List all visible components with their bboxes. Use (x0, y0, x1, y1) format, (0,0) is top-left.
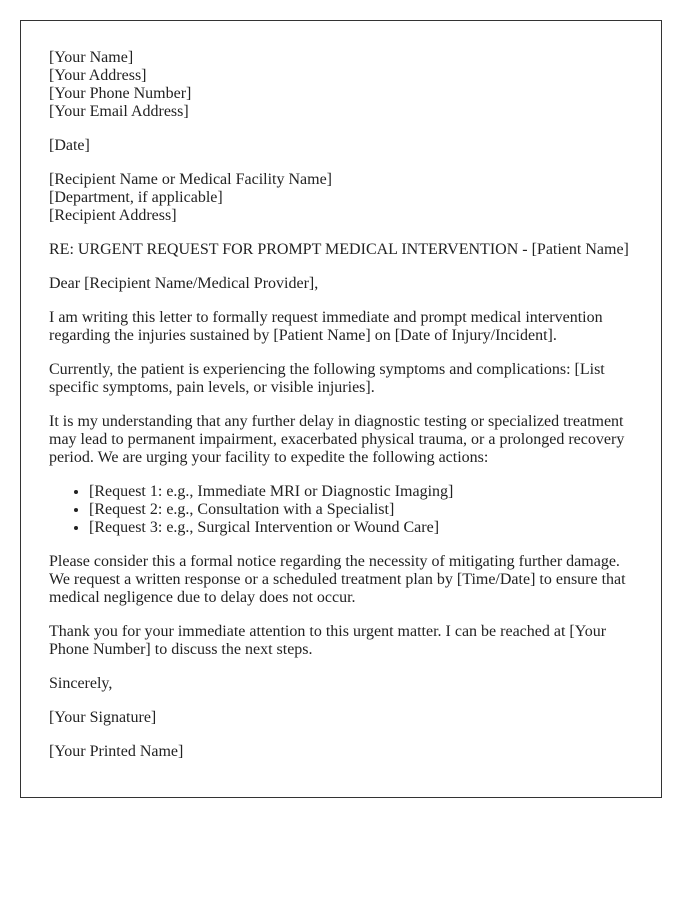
subject-line: RE: URGENT REQUEST FOR PROMPT MEDICAL INTERVENTION - [Patient Name] (49, 241, 629, 258)
request-item: • [Request 3: e.g., Surgical Intervention or Wound Care] (89, 519, 633, 537)
request-item: • [Request 1: e.g., Immediate MRI or Diagnostic Imaging] (89, 483, 633, 501)
body-paragraph: It is my understanding that any further delay in diagnostic testing or specialized treatment may lead to permanent impairment, exacerbated physical trauma, or a prolonged recovery period. We are urging your facility to expedite the following actions: (49, 413, 625, 466)
recipient-address: [Recipient Address] (49, 207, 177, 224)
signature: [Your Signature] (49, 709, 157, 726)
request-list (49, 483, 633, 537)
recipient-department: [Department, if applicable] (49, 189, 223, 206)
request-item: • [Request 2: e.g., Consultation with a Specialist] (89, 501, 633, 519)
sender-email: [Your Email Address] (49, 103, 189, 120)
recipient-block (49, 171, 633, 225)
sender-block (49, 49, 633, 121)
sender-name: [Your Name] (49, 49, 134, 66)
closing: Sincerely, (49, 675, 113, 692)
salutation: Dear [Recipient Name/Medical Provider], (49, 275, 319, 292)
body-paragraph: Please consider this a formal notice regarding the necessity of mitigating further damage. We request a written response or a scheduled treatment plan by [Time/Date] to ensure that medical negligence due to delay does not occur. (49, 553, 626, 606)
letter-date: [Date] (49, 137, 90, 154)
recipient-name: [Recipient Name or Medical Facility Name] (49, 171, 333, 188)
sender-address: [Your Address] (49, 67, 147, 84)
printed-name: [Your Printed Name] (49, 743, 184, 760)
body-paragraph: I am writing this letter to formally request immediate and prompt medical intervention regarding the injuries sustained by [Patient Name] on [Date of Injury/Incident]. (49, 309, 603, 344)
sender-phone: [Your Phone Number] (49, 85, 192, 102)
body-paragraph: Currently, the patient is experiencing the following symptoms and complications: [List specific symptoms, pain levels, or visible injuries]. (49, 361, 605, 396)
letter (20, 20, 662, 798)
body-paragraph: Thank you for your immediate attention to this urgent matter. I can be reached at [Your Phone Number] to discuss the next steps. (49, 623, 607, 658)
